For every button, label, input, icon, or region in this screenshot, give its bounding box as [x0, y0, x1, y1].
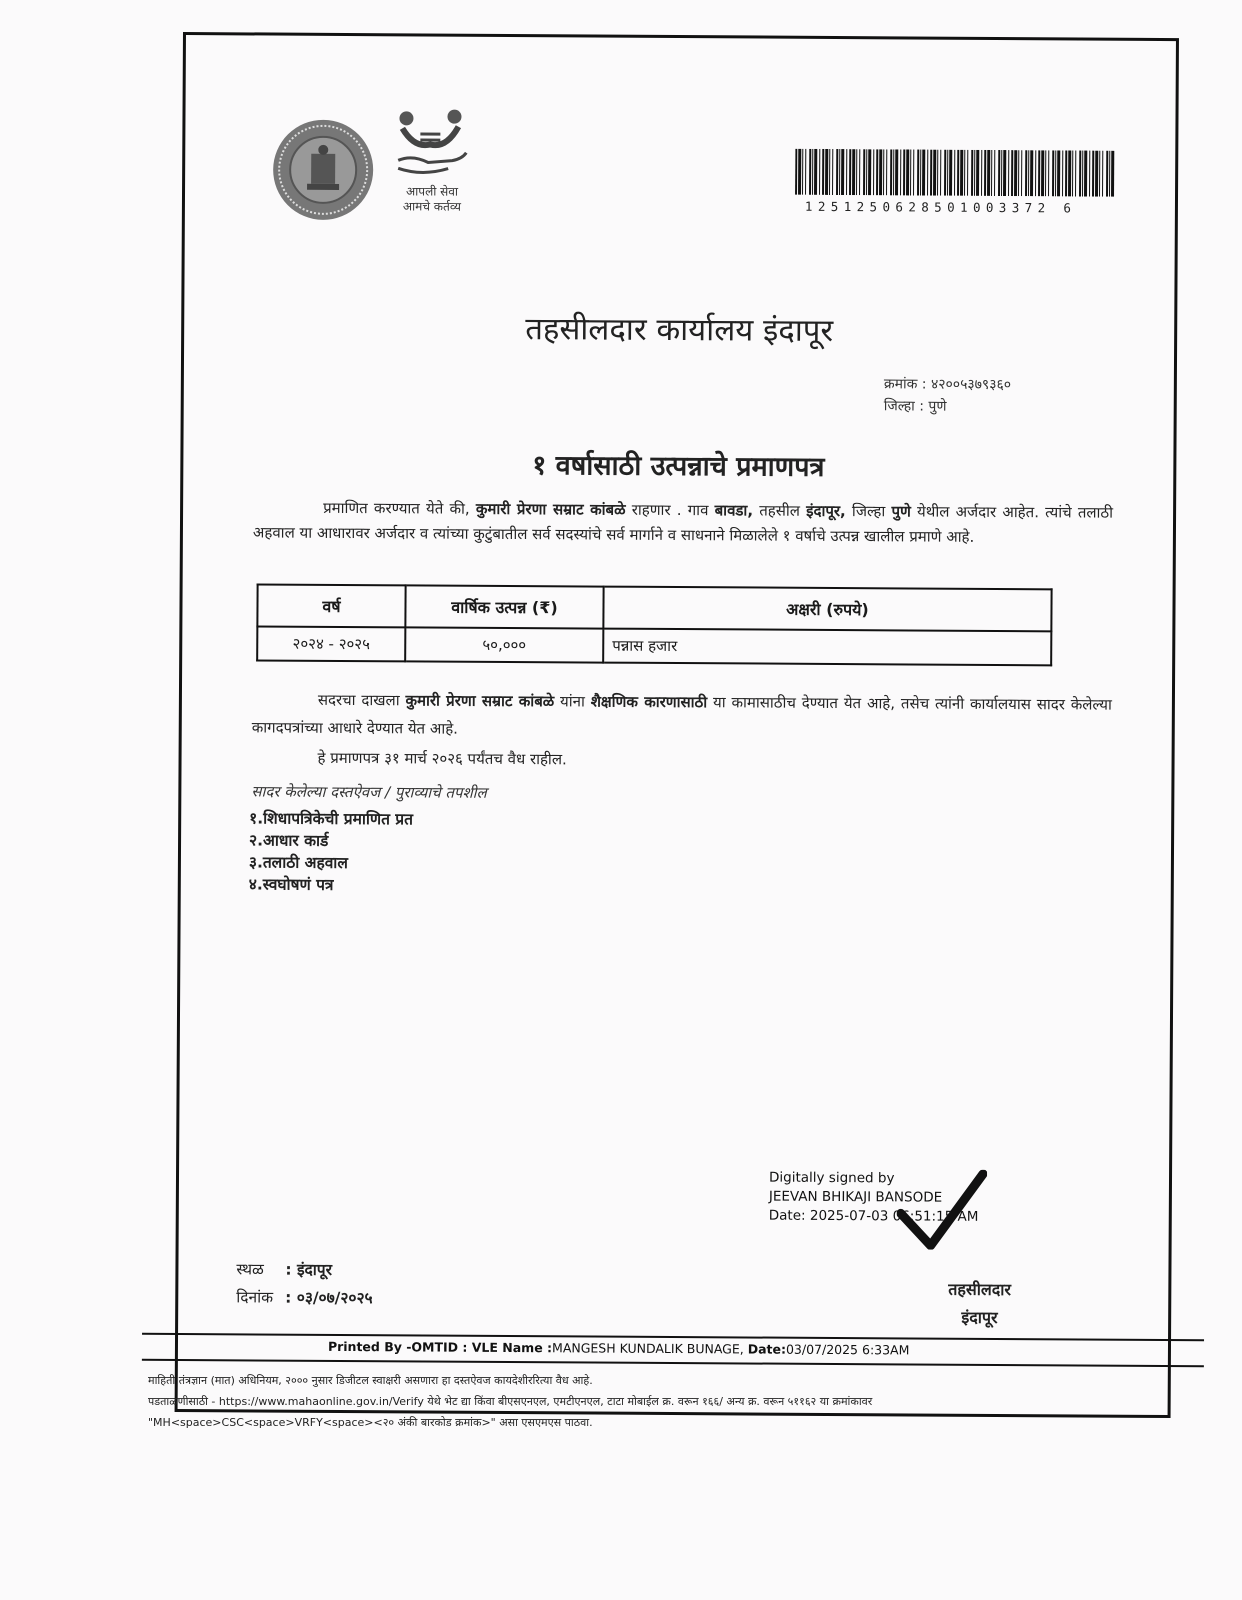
footnote-line2: पडताळणीसाठी - https://www.mahaonline.gov.in/Verify येथे भेट द्या किंवा बीएसएनएल, एमटीएनएल, टाटा मोबाईल क्र. वरून १६६/ अन्य क्र. वरून ५११६२ या क्रमांकावर: [148, 1395, 873, 1408]
logo-text-line2: आमचे कर्तव्य: [402, 199, 461, 214]
government-seal-icon: [271, 118, 376, 223]
place-value: : इंदापूर: [285, 1260, 333, 1279]
tahsildar-title: तहसीलदार: [948, 1279, 1012, 1300]
list-item: ३.तलाठी अहवाल: [248, 853, 348, 873]
purpose-paragraph: [252, 685, 1112, 746]
purpose: शैक्षणिक कारणासाठी: [590, 692, 708, 712]
table-row: [257, 626, 1051, 665]
printed-date-label: Date:: [747, 1341, 787, 1357]
tahsil-name: इंदापूर,: [806, 501, 846, 521]
helping-hand-icon: [392, 108, 472, 180]
certificate-title: १ वर्षासाठी उत्पन्नाचे प्रमाणपत्र: [532, 450, 825, 483]
para1-text-5: येथील अर्जदार आहेत. त्यांचे तलाठी अहवाल या आधारावर अर्जदार व त्यांच्या कुटुंबातील सर्व सदस्यांचे सर्व मार्गाने व साधनाने मिळालेले १ वर्षाचे उत्पन्न खालील प्रमाणे आहे.: [252, 502, 1114, 546]
number-label: क्रमांक :: [883, 376, 927, 393]
footnote-line1: माहिती तंत्रज्ञान (मात) अधिनियम, २००० नुसार डिजीटल स्वाक्षरी असणारा हा दस्तऐवज कायदेशीररित्या वैध आहे.: [148, 1374, 593, 1387]
signature-name: JEEVAN BHIKAJI BANSODE: [768, 1188, 943, 1206]
para2-text-1: सदरचा दाखला: [317, 690, 400, 710]
validity-statement: हे प्रमाणपत्र ३१ मार्च २०२६ पर्यंतच वैध राहील.: [317, 748, 567, 769]
para1-text-2: राहणार . गाव: [631, 500, 709, 520]
certificate-frame: [175, 32, 1179, 1418]
applicant-name-2: कुमारी प्रेरणा सम्राट कांबळे: [405, 691, 555, 711]
tahsildar-place: इंदापूर: [961, 1307, 998, 1327]
certification-paragraph: [253, 495, 1113, 550]
income-cell: ५०,०००: [405, 627, 603, 662]
district-name: पुणे: [891, 502, 911, 521]
income-table-header: [257, 584, 1051, 631]
applicant-name: कुमारी प्रेरणा सम्राट कांबळे: [475, 499, 626, 519]
signature-date: Date: 2025-07-03 06:51:15 AM: [768, 1207, 979, 1225]
year-header: वर्ष: [257, 584, 405, 627]
footnote-line3: "MH<space>CSC<space>VRFY<space><२० अंकी बारकोड क्रमांक>" असा एसएमएस पाठवा.: [148, 1416, 593, 1429]
signature-line1: Digitally signed by: [768, 1169, 895, 1187]
office-title: तहसीलदार कार्यालय इंदापूर: [525, 311, 834, 349]
list-item: १.शिधापत्रिकेची प्रमाणित प्रत: [249, 809, 414, 829]
district-value: पुणे: [928, 398, 947, 415]
number-value: ४२००५३७९३६०: [930, 376, 1012, 394]
documents-list: [249, 807, 413, 896]
divider: [142, 1359, 1204, 1367]
list-item: ४.स्वघोषणं पत्र: [248, 875, 334, 894]
certificate-meta: [884, 373, 1011, 418]
date-label: दिनांक: [236, 1288, 274, 1307]
divider: [142, 1333, 1204, 1341]
para1-text-3: तहसील: [759, 501, 801, 520]
barcode-number: 1251250628501003372 6: [804, 198, 1077, 216]
para2-text-3: या कामासाठीच देण्यात येत आहे, तसेच त्यांनी कार्यालयास सादर केलेल्या कागदपत्रांच्या आधारे देण्यात येत आहे.: [251, 693, 1112, 738]
barcode-icon: [795, 149, 1115, 197]
village-name: बावडा,: [714, 501, 754, 520]
words-cell: पन्नास हजार: [603, 629, 1051, 666]
printed-date: 03/07/2025 6:33AM: [785, 1341, 910, 1358]
annual-income-header: वार्षिक उत्पन्न (₹): [405, 585, 603, 628]
logo-text-line1: आपली सेवा: [405, 184, 459, 199]
printed-by-label: Printed By -OMTID : VLE Name :: [327, 1338, 553, 1356]
income-table: [256, 583, 1052, 666]
vle-name: MANGESH KUNDALIK BUNAGE,: [552, 1340, 744, 1357]
district-label: जिल्हा :: [883, 398, 925, 415]
aaple-sarkar-logo: [392, 108, 473, 228]
para2-text-2: यांना: [560, 692, 585, 711]
tahsildar-signatory: [948, 1276, 1011, 1332]
para1-text-4: जिल्हा: [851, 502, 886, 521]
year-cell: २०२४ - २०२५: [257, 626, 405, 661]
documents-heading: सादर केलेल्या दस्तऐवज / पुराव्याचे तपशील: [251, 782, 487, 802]
place-label: स्थळ: [236, 1260, 264, 1279]
amount-in-words-header: अक्षरी (रुपये): [603, 587, 1051, 632]
printed-by: [328, 1339, 910, 1358]
check-mark-icon: [897, 1169, 987, 1250]
para1-text-1: प्रमाणित करण्यात येते की,: [323, 498, 470, 518]
place-date: [236, 1255, 373, 1312]
date-value: : ०३/०७/२०२५: [285, 1288, 373, 1308]
list-item: २.आधार कार्ड: [249, 831, 329, 850]
legal-footnote: [148, 1370, 1138, 1433]
